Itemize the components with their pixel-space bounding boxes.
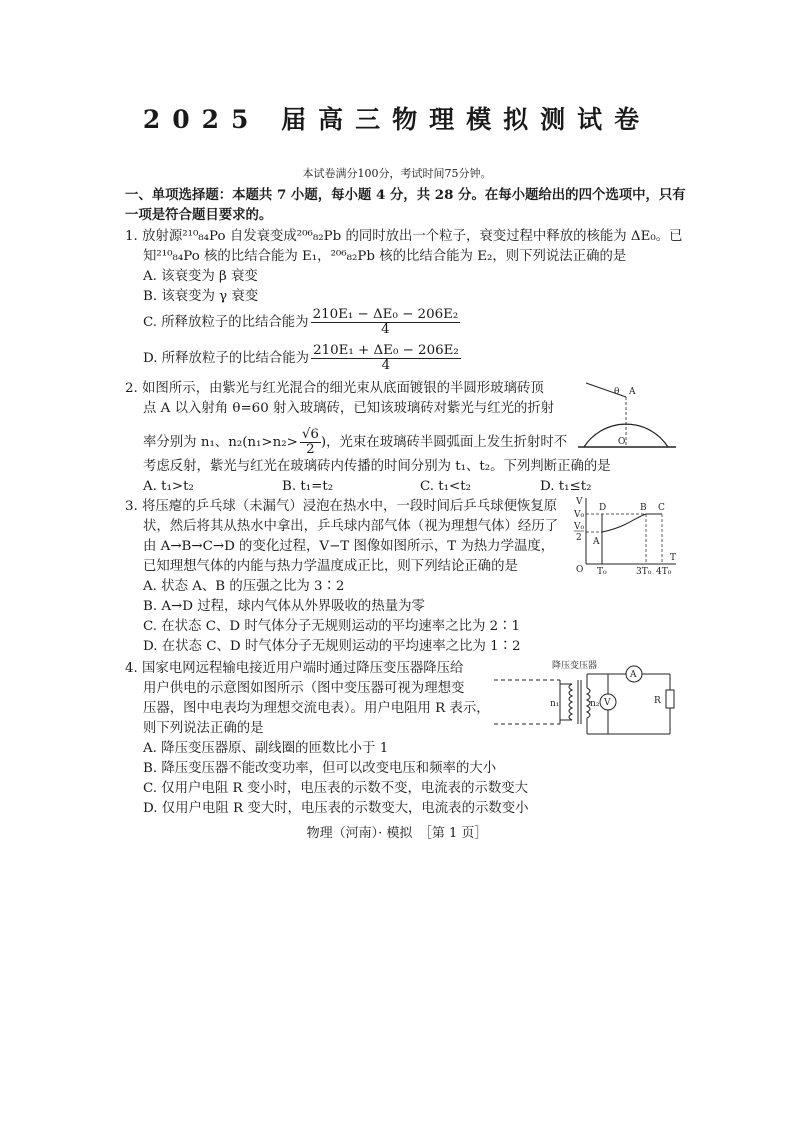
q4-stem: 4. 国家电网远程输电接近用户端时通过降压变压器降压给 — [125, 661, 464, 676]
q1-option-b: B. 该衰变为 γ 衰变 — [143, 289, 259, 304]
q1-option-c-denominator: 4 — [381, 322, 390, 337]
q1-option-c-fraction — [311, 308, 461, 337]
q4-n2-label: n₂ — [590, 699, 600, 709]
q2-stem-cont2-b: )，光束在玻璃砖半圆弧面上发生折射时不 — [320, 435, 568, 450]
q1-option-c — [143, 308, 460, 337]
q2-option-c: C. t₁<t₂ — [420, 479, 471, 494]
q4-voltmeter-label: V — [604, 698, 611, 708]
q2-option-b: B. t₁=t₂ — [282, 479, 334, 494]
q2-option-a: A. t₁>t₂ — [143, 479, 194, 494]
q3-t0-label: T₀ — [597, 567, 607, 574]
q4-ammeter-label: A — [630, 670, 637, 680]
q4-primary-coil — [569, 684, 572, 720]
q3-option-b: B. A→D 过程，球内气体从外界吸收的热量为零 — [143, 599, 425, 614]
page-footer: 物理（河南）· 模拟 ［第 1 页］ — [306, 826, 488, 841]
section1-heading-cont: 一项是符合题目要求的。 — [125, 207, 273, 223]
q2-sqrt-denominator: 2 — [306, 442, 315, 457]
q3-ab-curve — [602, 514, 646, 532]
q2-stem-cont2-a: 率分别为 n₁、n₂(n₁>n₂> — [143, 435, 298, 450]
q2-point-o-label: O — [618, 437, 626, 447]
q1-option-d-numerator: 210E₁ + ΔE₀ − 206E₂ — [313, 343, 459, 358]
q2-sqrt-numerator: √6 — [301, 427, 319, 442]
q3-t-axis-label: T — [670, 553, 677, 563]
q3-stem-cont1: 状，然后将其从热水中拿出，乒乓球内部气体（视为理想气体）经历了 — [143, 519, 559, 534]
q2-stem-cont1: 点 A 以入射角 θ=60 射入玻璃砖，已知该玻璃砖对紫光与红光的折射 — [143, 401, 555, 416]
q4-option-a: A. 降压变压器原、副线圈的匝数比小于 1 — [143, 741, 389, 756]
q1-stem: 1. 放射源²¹⁰₈₄Po 自发衰变成²⁰⁶₈₂Pb 的同时放出一个粒子，衰变过程中释放的核能为 ΔE₀。已 — [125, 229, 683, 244]
q1-option-c-text: C. 所释放粒子的比结合能为 — [143, 315, 309, 330]
q3-4t0-label: 4T₀ — [656, 567, 672, 574]
q3-point-a-label: A — [593, 537, 600, 547]
q4-caption: 降压变压器 — [552, 661, 598, 671]
q3-option-c: C. 在状态 C、D 时气体分子无规则运动的平均速率之比为 2∶1 — [143, 619, 521, 634]
q4-option-b: B. 降压变压器不能改变功率，但可以改变电压和频率的大小 — [143, 761, 497, 776]
q4-stem-cont3: 则下列说法正确的是 — [143, 721, 264, 736]
q3-point-b-label: B — [640, 503, 647, 513]
q3-v0-label: V₀ — [574, 510, 585, 520]
q1-option-d-fraction — [311, 344, 461, 373]
exam-note: 本试卷满分100分，考试时间75分钟。 — [302, 167, 492, 180]
q3-origin-label: O — [576, 565, 584, 574]
q2-option-d: D. t₁≤t₂ — [540, 479, 592, 494]
q1-option-c-numerator: 210E₁ − ΔE₀ − 206E₂ — [312, 307, 459, 322]
q3-point-c-label: C — [658, 503, 665, 513]
q3-v0half-den: 2 — [576, 533, 582, 543]
q4-transformer-circuit — [490, 658, 680, 744]
q2-stem-cont3: 考虑反射，紫光与红光在玻璃砖内传播的时间分别为 t₁、t₂。下列判断正确的是 — [143, 459, 611, 474]
q2-stem-cont2 — [143, 428, 567, 457]
section1-heading: 一、单项选择题：本题共 7 小题，每小题 4 分，共 28 分。在每小题给出的四个选项中，只有 — [125, 187, 686, 203]
q4-option-c: C. 仅用户电阻 R 变小时，电压表的示数不变，电流表的示数变大 — [143, 781, 529, 796]
q4-n1-label: n₁ — [550, 699, 560, 709]
q3-point-d-label: D — [599, 503, 607, 513]
q2-point-a-label: A — [629, 387, 636, 397]
q1-option-d-denominator: 4 — [381, 358, 391, 373]
q4-option-d: D. 仅用户电阻 R 变大时，电压表的示数变大，电流表的示数变小 — [143, 801, 529, 816]
q2-stem: 2. 如图所示，由紫光与红光混合的细光束从底面镀银的半圆形玻璃砖顶 — [125, 381, 544, 396]
q3-3t0-label: 3T₀ — [636, 567, 652, 574]
q2-semicircle-figure — [578, 380, 678, 452]
q3-stem: 3. 将压瘪的乒乓球（未漏气）浸泡在热水中，一段时间后乒乓球便恢复原 — [125, 499, 558, 514]
q2-theta-label: θ — [614, 387, 620, 397]
q4-resistor-label: R — [654, 696, 661, 706]
q1-option-d-text: D. 所释放粒子的比结合能为 — [143, 351, 310, 366]
q3-option-d: D. 在状态 C、D 时气体分子无规则运动的平均速率之比为 1∶2 — [143, 639, 521, 654]
q3-stem-cont2: 由 A→B→C→D 的变化过程，V−T 图像如图所示，T 为热力学温度， — [143, 539, 555, 554]
q3-v0half-num: V₀ — [574, 522, 585, 532]
q3-stem-cont3: 已知理想气体的内能与热力学温度成正比，则下列结论正确的是 — [143, 559, 518, 574]
q4-stem-cont1: 用户供电的示意图如图所示（图中变压器可视为理想变 — [143, 681, 465, 696]
q4-resistor — [666, 690, 674, 708]
q3-option-a: A. 状态 A、B 的压强之比为 3∶2 — [143, 579, 345, 594]
q3-vt-graph — [572, 494, 678, 574]
q1-option-d — [143, 344, 461, 373]
q4-stem-cont2: 压器，图中电表均为理想交流电表）。用户电阻用 R 表示， — [143, 701, 490, 716]
exam-title: 2025 届高三物理模拟测试卷 — [142, 105, 652, 134]
q2-sqrt-fraction — [300, 428, 321, 457]
q1-option-a: A. 该衰变为 β 衰变 — [143, 269, 258, 284]
q3-v-axis-label: V — [576, 497, 583, 507]
q1-stem-cont: 知²¹⁰₈₄Po 核的比结合能为 E₁，²⁰⁶₈₂Pb 核的比结合能为 E₂，则下列说法正确的是 — [143, 249, 627, 264]
q2-incident-ray — [586, 383, 626, 397]
